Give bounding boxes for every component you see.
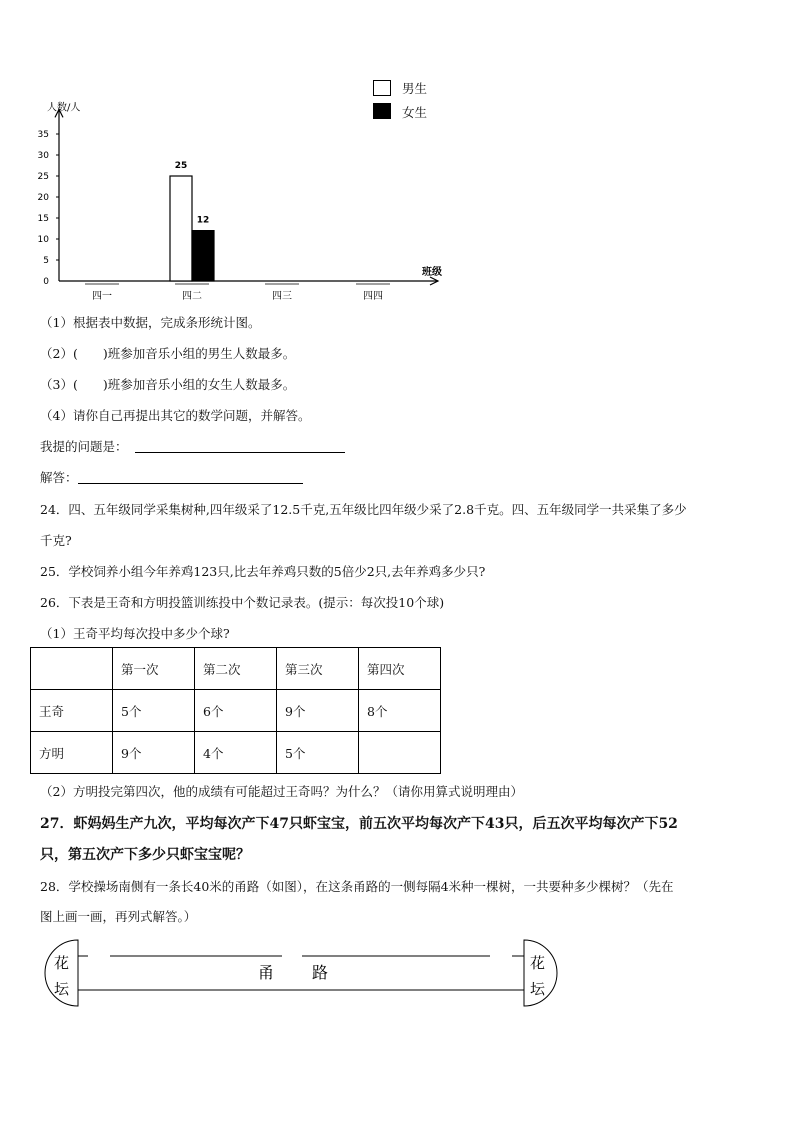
- shooting-record-table: [30, 647, 441, 774]
- table-header-cell: 第四次: [359, 648, 441, 690]
- table-cell: 5个: [277, 732, 359, 774]
- road-diagram[interactable]: [40, 938, 560, 1008]
- x-axis-label: 班级: [422, 267, 442, 278]
- q26-sub1: （1）王奇平均每次投中多少个球?: [40, 626, 230, 641]
- table-header-cell: 第三次: [277, 648, 359, 690]
- table-cell[interactable]: [359, 732, 441, 774]
- q28-line1: 28．学校操场南侧有一条长40米的甬路（如图），在这条甬路的一侧每隔4米种一棵树，一共要种多少棵树？（先在: [40, 879, 674, 894]
- q27-line2: 只，第五次产下多少只虾宝宝呢？: [40, 847, 250, 863]
- table-cell: 4个: [195, 732, 277, 774]
- y-tick-label: 15: [37, 214, 49, 224]
- right-bed-char-2: 坛: [530, 980, 546, 998]
- legend-label-girls: 女生: [402, 105, 428, 120]
- question-prompt-label: 我提的问题是：: [40, 439, 128, 454]
- table-header-row: [31, 648, 441, 690]
- q26-title: 26．下表是王奇和方明投篮训练投中个数记录表。(提示：每次投10个球): [40, 595, 445, 610]
- table-cell: 王奇: [31, 690, 113, 732]
- left-bed-char-2: 坛: [54, 980, 70, 998]
- answer-label: 解答：: [40, 470, 78, 485]
- q23-part3: （3）( )班参加音乐小组的女生人数最多。: [40, 377, 296, 392]
- table-cell: 6个: [195, 690, 277, 732]
- table-row: [31, 732, 441, 774]
- q23-part1: （1）根据表中数据，完成条形统计图。: [40, 315, 261, 330]
- table-row: [31, 690, 441, 732]
- table-header-cell: 第一次: [113, 648, 195, 690]
- y-tick-label: 10: [37, 235, 49, 245]
- q24-line1: 24．四、五年级同学采集树种,四年级采了12.5千克,五年级比四年级少采了2.8千克。四、五年级同学一共采集了多少: [40, 502, 687, 517]
- answer-line[interactable]: [78, 483, 303, 484]
- table-header-cell: 第二次: [195, 648, 277, 690]
- y-tick-label: 35: [37, 130, 49, 140]
- y-tick-label: 0: [43, 277, 49, 287]
- table-cell: 9个: [113, 732, 195, 774]
- data-label: 12: [196, 215, 210, 226]
- legend-swatch-boys: [373, 80, 391, 96]
- x-tick-label: 四二: [182, 291, 202, 302]
- y-tick-label: 5: [43, 256, 49, 266]
- table-cell: 方明: [31, 732, 113, 774]
- y-tick-label: 30: [37, 151, 49, 161]
- q24-line2: 千克?: [40, 533, 72, 548]
- q28-line2: 图上画一画，再列式解答。）: [40, 909, 197, 924]
- bar-girls: [192, 231, 214, 281]
- legend-label-boys: 男生: [402, 81, 428, 96]
- question-answer-line[interactable]: [135, 452, 345, 453]
- legend-swatch-girls: [373, 103, 391, 119]
- x-tick-label: 四三: [272, 291, 292, 302]
- y-tick-label: 20: [37, 193, 49, 203]
- table-cell: 8个: [359, 690, 441, 732]
- bar-boys: [170, 176, 192, 281]
- q25-text: 25．学校饲养小组今年养鸡123只,比去年养鸡只数的5倍少2只,去年养鸡多少只?: [40, 564, 486, 579]
- right-bed-char-1: 花: [530, 954, 546, 972]
- x-tick-label: 四四: [363, 291, 383, 302]
- road-label-2: 路: [312, 963, 329, 982]
- table-cell: 9个: [277, 690, 359, 732]
- q23-part4: （4）请你自己再提出其它的数学问题，并解答。: [40, 408, 311, 423]
- q23-part2: （2）( )班参加音乐小组的男生人数最多。: [40, 346, 296, 361]
- q26-sub2: （2）方明投完第四次，他的成绩有可能超过王奇吗？为什么？（请你用算式说明理由）: [40, 784, 523, 799]
- table-header-cell: [31, 648, 113, 690]
- table-cell: 5个: [113, 690, 195, 732]
- y-axis-label: 人数/人: [47, 102, 81, 114]
- x-tick-label: 四一: [92, 291, 112, 302]
- y-tick-label: 25: [37, 172, 49, 182]
- q27-line1: 27．虾妈妈生产九次，平均每次产下47只虾宝宝，前五次平均每次产下43只，后五次平均每次产下52: [40, 816, 678, 832]
- left-bed-char-1: 花: [54, 954, 70, 972]
- road-label-1: 甬: [258, 963, 275, 982]
- data-label: 25: [174, 161, 188, 171]
